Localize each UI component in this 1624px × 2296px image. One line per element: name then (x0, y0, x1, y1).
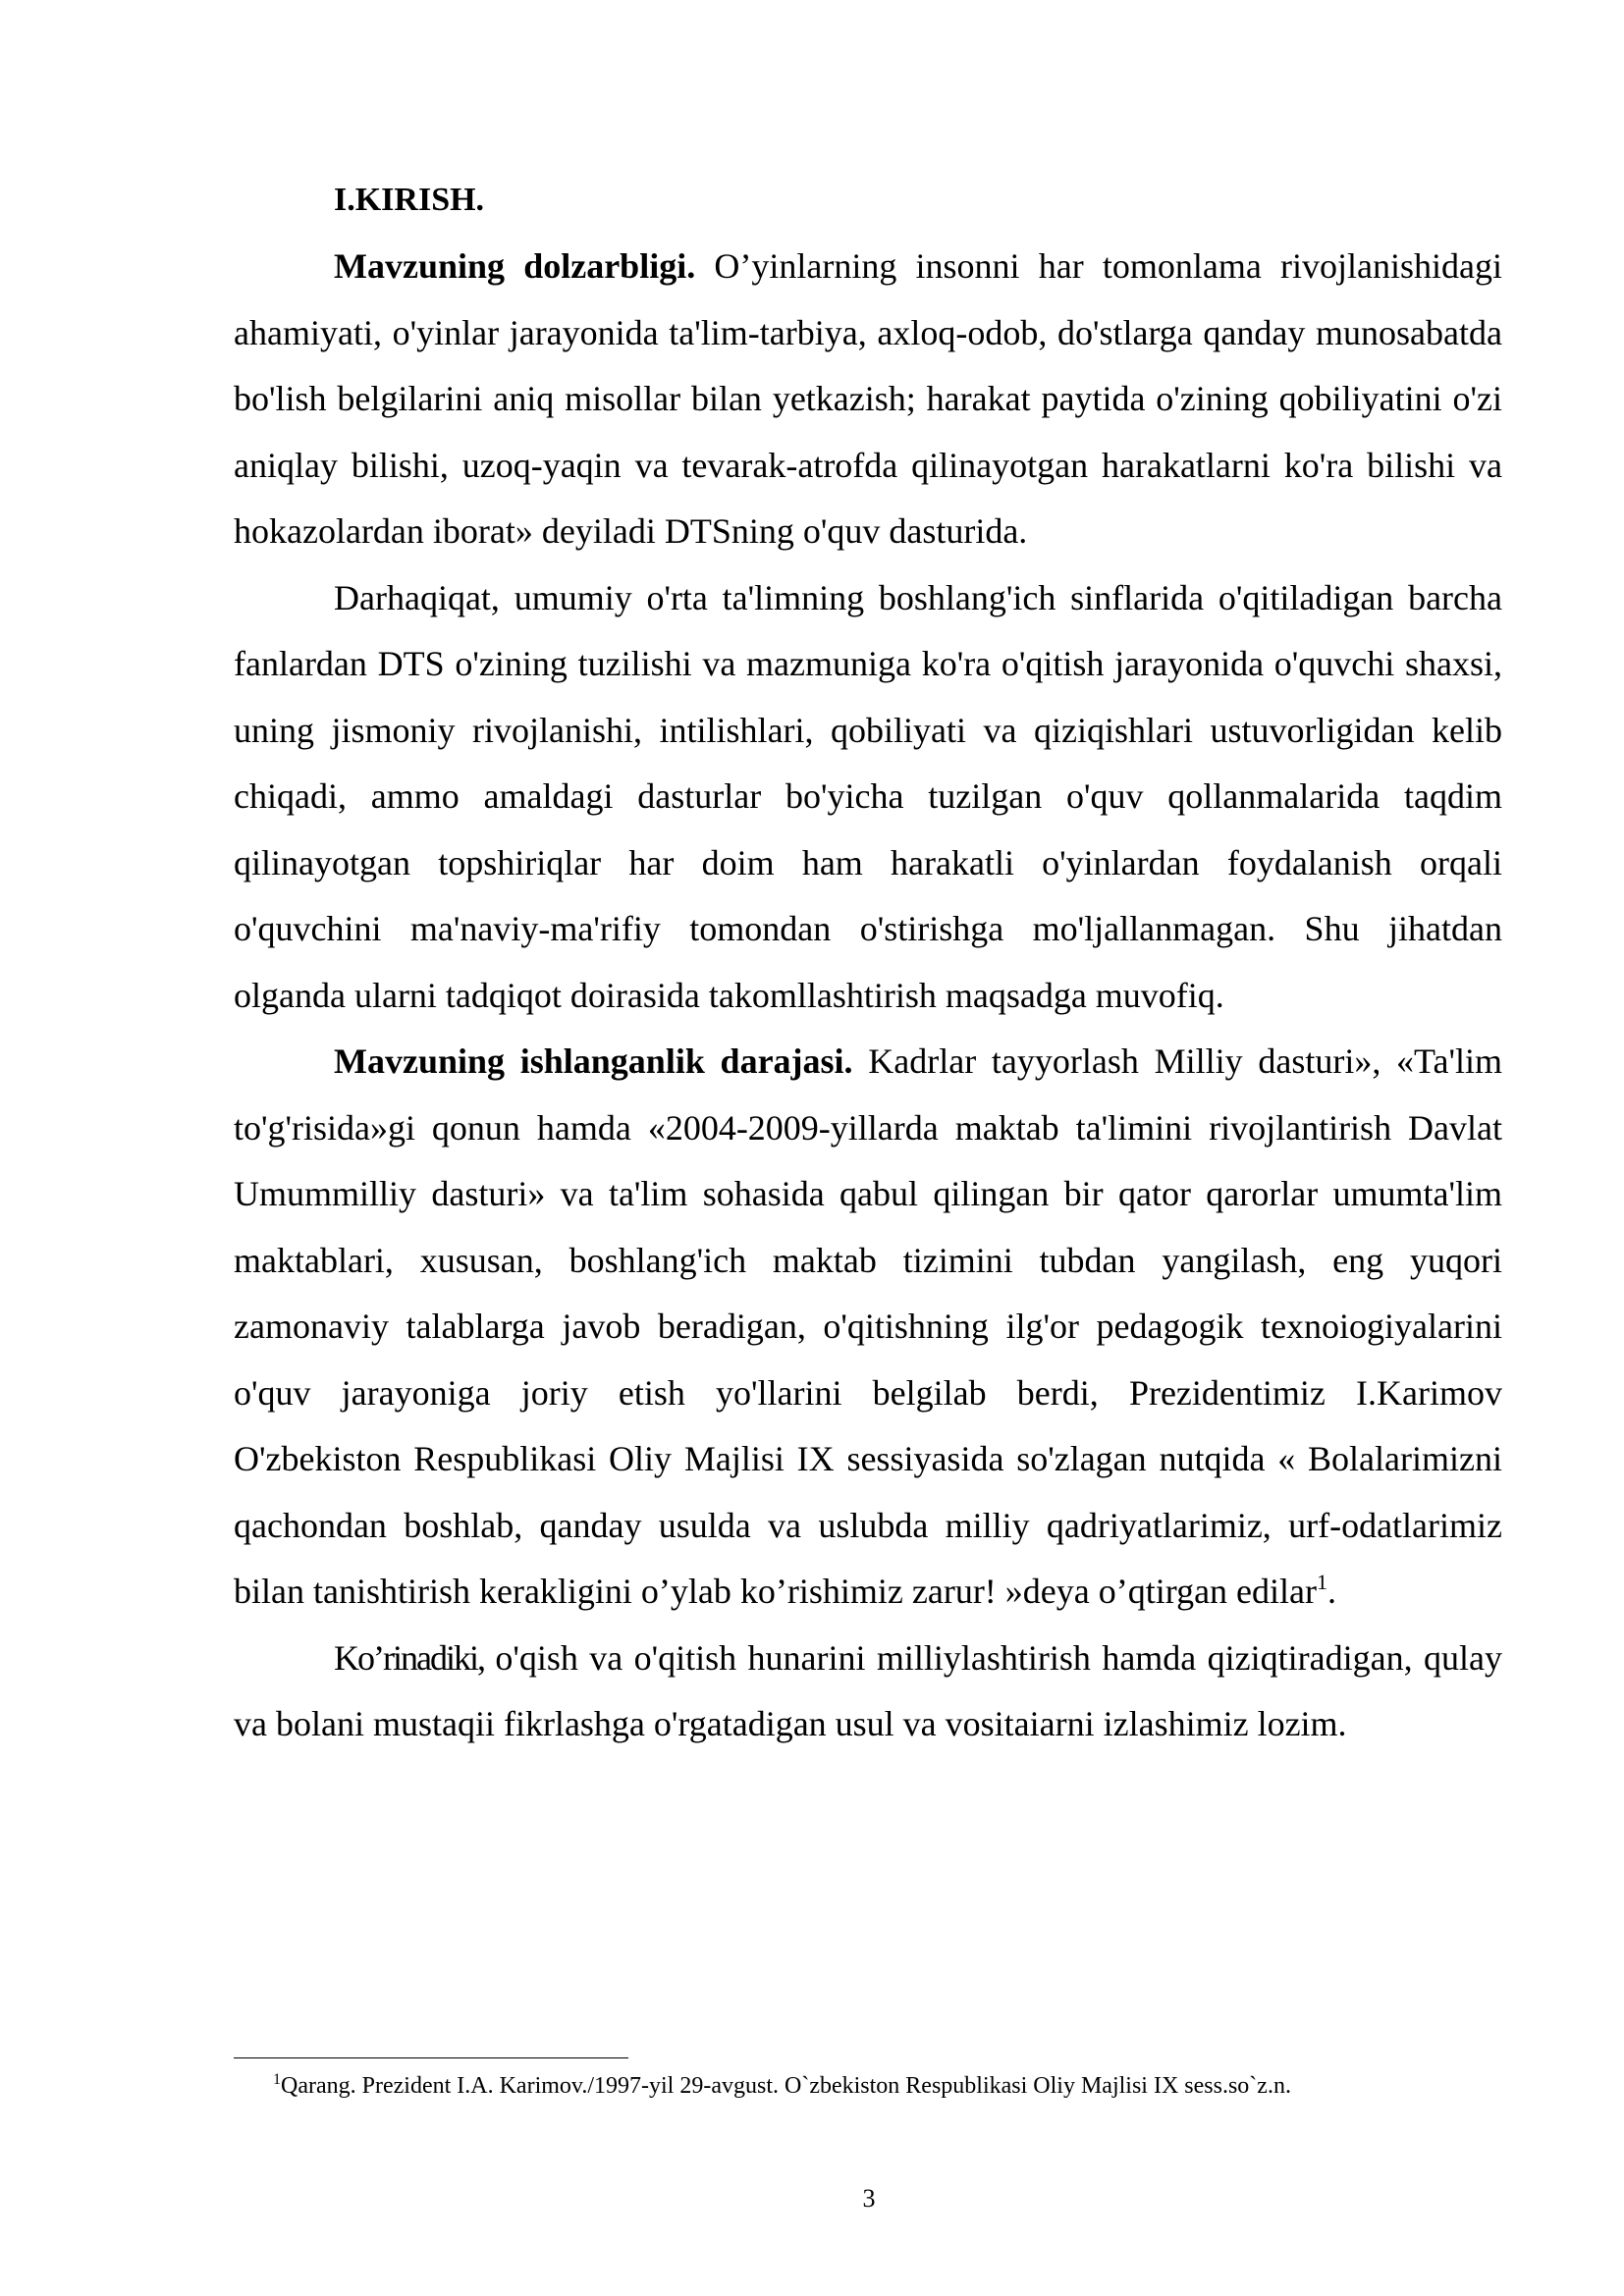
paragraph-text: Darhaqiqat, umumiy o'rta ta'limning boshlang'ich sinflarida o'qitiladigan barcha fanlardan DTS o'zining tuzilishi va mazmuniga ko'ra o'qitish jarayonida o'quvchi shaxsi, uning jismoniy rivojlanishi, intilishlari, qobiliyati va qiziqishlari ustuvorligidan kelib chiqadi, ammo amaldagi dasturlar bo'yicha tuzilgan o'quv qollanmalarida taqdim qilinayotgan topshiriqlar har doim ham harakatli o'yinlardan foydalanish orqali o'quvchini ma'naviy-ma'rifiy tomondan o'stirishga mo'ljallanmagan. Shu jihatdan olganda ularni tadqiqot doirasida takomllashtirish maqsadga muvofiq. (234, 577, 1502, 1015)
paragraph-text: O’yinlarning insonni har tomonlama rivojlanishidagi ahamiyati, o'yinlar jarayonida ta'lim-tarbiya, axloq-odob, do'stlarga qanday munosabatda bo'lish belgilarini aniq misollar bilan yetkazish; harakat paytida o'zining qobiliyatini o'zi aniqlay bilishi, uzoq-yaqin va tevarak-atrofda qilinayotgan harakatlarni ko'ra bilishi va hokazolardan iborat» deyiladi DTSning o'quv dasturida. (234, 246, 1503, 551)
paragraph-elaboration (234, 1029, 1502, 1626)
paragraph-text: o'qish va o'qitish hunarini milliylashtirish hamda qiziqtiradigan, qulay va bolani mustaqii fikrlashga o'rgatadigan usul va vositaiarni izlashimiz lozim. (234, 1637, 1502, 1743)
paragraph-lead-word: Ko’rinadiki, (334, 1637, 484, 1678)
paragraph-conclusion (234, 1626, 1502, 1758)
footnote (234, 2071, 1510, 2101)
footnote-separator (234, 2057, 628, 2058)
paragraph-lead-relevance: Mavzuning dolzarbligi. (334, 246, 696, 286)
footnote-text: Qarang. Prezident I.A. Karimov./1997-yil 29-avgust. O`zbekiston Respublikasi Oliy Majlisi IX sess.so`z.n. (281, 2073, 1291, 2099)
footnote-marker: 1 (273, 2071, 281, 2088)
paragraph-relevance (234, 234, 1502, 565)
section-heading: I.KIRISH. (334, 182, 485, 218)
paragraph-text: Kadrlar tayyorlash Milliy dasturi», «Ta'lim to'g'risida»gi qonun hamda «2004-2009-yillarda maktab ta'limini rivojlantirish Davlat Umummilliy dasturi» va ta'lim sohasida qabul qilingan bir qator qarorlar umumta'lim maktablari, xususan, boshlang'ich maktab tizimini tubdan yangilash, eng yuqori zamonaviy talablarga javob beradigan, o'qitishning ilg'or pedagogik texnoiogiyalarini o'quv jarayoniga joriy etish yo'llarini belgilab berdi, Prezidentimiz I.Karimov O'zbekiston Respublikasi Oliy Majlisi IX sessiyasida so'zlagan nutqida « Bolalarimizni qachondan boshlab, qanday usulda va uslubda milliy qadriyatlarimiz, urf-odatlarimiz bilan tanishtirish kerakligini o’ylab ko’rishimiz zarur! »deya o’qtirgan edilar (234, 1041, 1502, 1611)
page-number: 3 (862, 2184, 876, 2213)
footnote-reference[interactable]: 1 (1317, 1570, 1328, 1594)
document-body (234, 167, 1502, 2296)
paragraph-darhaqiqat (234, 565, 1502, 1030)
paragraph-end: . (1327, 1572, 1337, 1611)
paragraph-lead-elaboration: Mavzuning ishlanganlik darajasi. (334, 1041, 853, 1081)
